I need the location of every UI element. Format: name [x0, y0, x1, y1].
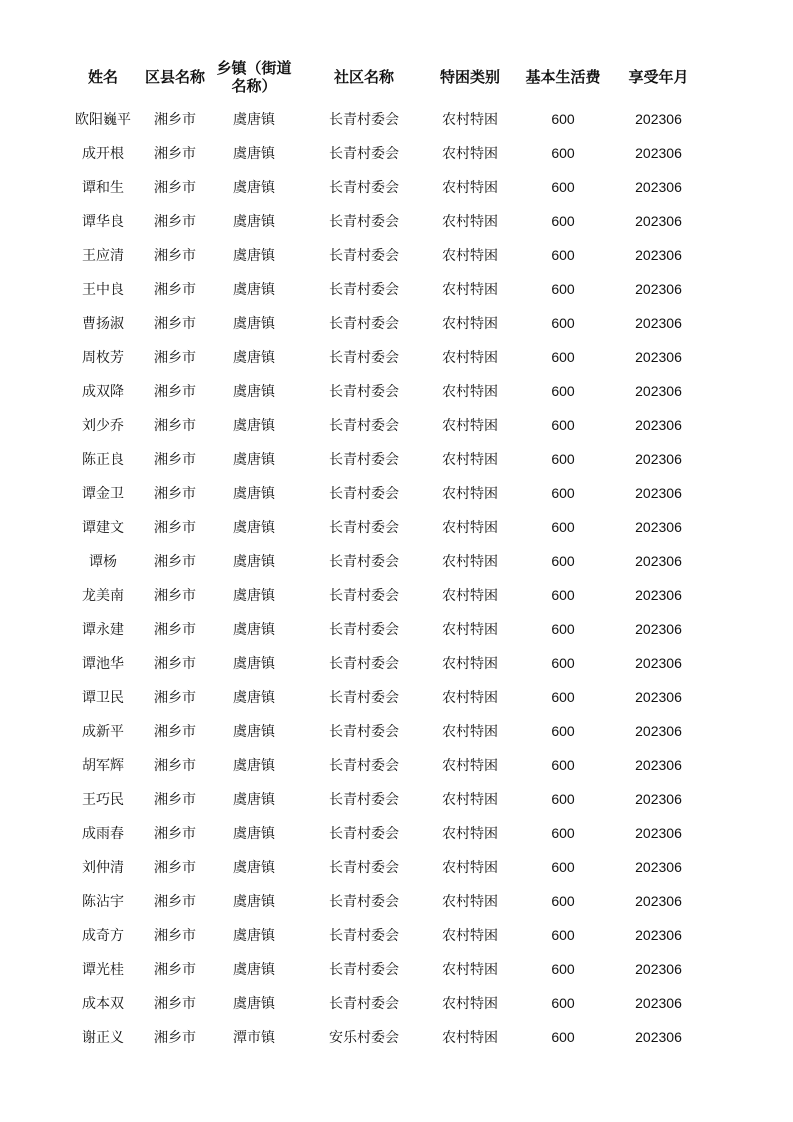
cell-start-month: 202306 — [635, 995, 682, 1011]
cell-category: 农村特困 — [442, 894, 498, 910]
cell-living-allowance: 600 — [551, 111, 575, 127]
cell-living-allowance: 600 — [551, 1029, 575, 1045]
cell-category: 农村特困 — [442, 350, 498, 366]
cell-category: 农村特困 — [442, 860, 498, 876]
cell-community: 安乐村委会 — [329, 1030, 399, 1046]
cell-living-allowance: 600 — [551, 893, 575, 909]
cell-township: 虞唐镇 — [233, 894, 275, 910]
cell-name: 成开根 — [82, 146, 124, 162]
cell-name: 刘仲清 — [82, 860, 124, 876]
cell-living-allowance: 600 — [551, 349, 575, 365]
cell-category: 农村特困 — [442, 962, 498, 978]
cell-county: 湘乡市 — [154, 928, 196, 944]
table-row — [66, 714, 701, 748]
cell-living-allowance: 600 — [551, 417, 575, 433]
table-row — [66, 442, 701, 476]
cell-township: 虞唐镇 — [233, 860, 275, 876]
table-row — [66, 680, 701, 714]
cell-county: 湘乡市 — [154, 248, 196, 264]
table-row — [66, 170, 701, 204]
cell-township: 潭市镇 — [233, 1030, 275, 1046]
cell-living-allowance: 600 — [551, 485, 575, 501]
cell-start-month: 202306 — [635, 145, 682, 161]
cell-start-month: 202306 — [635, 825, 682, 841]
cell-community: 长青村委会 — [329, 554, 399, 570]
cell-start-month: 202306 — [635, 1029, 682, 1045]
cell-category: 农村特困 — [442, 724, 498, 740]
cell-township: 虞唐镇 — [233, 996, 275, 1012]
header-row — [66, 52, 701, 102]
cell-county: 湘乡市 — [154, 860, 196, 876]
cell-category: 农村特困 — [442, 418, 498, 434]
cell-county: 湘乡市 — [154, 282, 196, 298]
cell-township: 虞唐镇 — [233, 690, 275, 706]
cell-community: 长青村委会 — [329, 656, 399, 672]
cell-name: 陈正良 — [82, 452, 124, 468]
cell-name: 龙美南 — [82, 588, 124, 604]
cell-name: 谭卫民 — [82, 690, 124, 706]
cell-start-month: 202306 — [635, 383, 682, 399]
cell-township: 虞唐镇 — [233, 622, 275, 638]
cell-township: 虞唐镇 — [233, 724, 275, 740]
cell-community: 长青村委会 — [329, 112, 399, 128]
cell-start-month: 202306 — [635, 893, 682, 909]
cell-township: 虞唐镇 — [233, 962, 275, 978]
cell-start-month: 202306 — [635, 281, 682, 297]
cell-county: 湘乡市 — [154, 180, 196, 196]
cell-category: 农村特困 — [442, 112, 498, 128]
header-township: 乡镇（街道名称） — [216, 59, 292, 95]
cell-county: 湘乡市 — [154, 826, 196, 842]
header-start-month: 享受年月 — [628, 68, 689, 86]
cell-township: 虞唐镇 — [233, 792, 275, 808]
cell-living-allowance: 600 — [551, 213, 575, 229]
cell-category: 农村特困 — [442, 554, 498, 570]
cell-living-allowance: 600 — [551, 553, 575, 569]
header-name: 姓名 — [87, 68, 118, 86]
table-row — [66, 408, 701, 442]
cell-category: 农村特困 — [442, 316, 498, 332]
table-row — [66, 340, 701, 374]
cell-county: 湘乡市 — [154, 996, 196, 1012]
cell-community: 长青村委会 — [329, 146, 399, 162]
cell-start-month: 202306 — [635, 621, 682, 637]
cell-county: 湘乡市 — [154, 690, 196, 706]
cell-township: 虞唐镇 — [233, 214, 275, 230]
cell-community: 长青村委会 — [329, 316, 399, 332]
cell-community: 长青村委会 — [329, 588, 399, 604]
table-row — [66, 102, 701, 136]
cell-name: 成雨春 — [82, 826, 124, 842]
cell-start-month: 202306 — [635, 417, 682, 433]
table-row — [66, 646, 701, 680]
cell-living-allowance: 600 — [551, 723, 575, 739]
cell-community: 长青村委会 — [329, 350, 399, 366]
table-row — [66, 476, 701, 510]
table-row — [66, 884, 701, 918]
cell-community: 长青村委会 — [329, 248, 399, 264]
cell-township: 虞唐镇 — [233, 112, 275, 128]
cell-start-month: 202306 — [635, 791, 682, 807]
cell-township: 虞唐镇 — [233, 418, 275, 434]
cell-category: 农村特困 — [442, 282, 498, 298]
cell-county: 湘乡市 — [154, 758, 196, 774]
cell-name: 成本双 — [82, 996, 124, 1012]
beneficiary-table — [66, 52, 701, 1054]
table-row — [66, 272, 701, 306]
cell-name: 欧阳巍平 — [75, 112, 131, 128]
cell-name: 谢正义 — [82, 1030, 124, 1046]
cell-township: 虞唐镇 — [233, 350, 275, 366]
cell-living-allowance: 600 — [551, 791, 575, 807]
header-living-allowance: 基本生活费 — [525, 68, 601, 86]
cell-name: 谭杨 — [89, 554, 117, 570]
cell-start-month: 202306 — [635, 451, 682, 467]
cell-community: 长青村委会 — [329, 622, 399, 638]
cell-township: 虞唐镇 — [233, 146, 275, 162]
table-row — [66, 816, 701, 850]
cell-county: 湘乡市 — [154, 588, 196, 604]
cell-category: 农村特困 — [442, 928, 498, 944]
cell-name: 王应清 — [82, 248, 124, 264]
cell-township: 虞唐镇 — [233, 282, 275, 298]
cell-name: 胡军辉 — [82, 758, 124, 774]
cell-living-allowance: 600 — [551, 519, 575, 535]
cell-county: 湘乡市 — [154, 1030, 196, 1046]
cell-county: 湘乡市 — [154, 486, 196, 502]
cell-community: 长青村委会 — [329, 180, 399, 196]
cell-start-month: 202306 — [635, 247, 682, 263]
cell-start-month: 202306 — [635, 553, 682, 569]
cell-living-allowance: 600 — [551, 825, 575, 841]
cell-name: 成奇方 — [82, 928, 124, 944]
cell-category: 农村特困 — [442, 248, 498, 264]
cell-living-allowance: 600 — [551, 621, 575, 637]
header-county: 区县名称 — [144, 68, 205, 86]
cell-living-allowance: 600 — [551, 757, 575, 773]
cell-start-month: 202306 — [635, 927, 682, 943]
cell-start-month: 202306 — [635, 485, 682, 501]
cell-start-month: 202306 — [635, 111, 682, 127]
cell-township: 虞唐镇 — [233, 384, 275, 400]
table-row — [66, 850, 701, 884]
cell-community: 长青村委会 — [329, 928, 399, 944]
cell-living-allowance: 600 — [551, 247, 575, 263]
table-row — [66, 986, 701, 1020]
cell-name: 谭永建 — [82, 622, 124, 638]
cell-name: 谭建文 — [82, 520, 124, 536]
cell-county: 湘乡市 — [154, 418, 196, 434]
cell-category: 农村特困 — [442, 1030, 498, 1046]
cell-name: 成新平 — [82, 724, 124, 740]
cell-community: 长青村委会 — [329, 792, 399, 808]
cell-county: 湘乡市 — [154, 350, 196, 366]
table-row — [66, 952, 701, 986]
cell-community: 长青村委会 — [329, 962, 399, 978]
cell-start-month: 202306 — [635, 757, 682, 773]
cell-county: 湘乡市 — [154, 724, 196, 740]
cell-living-allowance: 600 — [551, 689, 575, 705]
table-row — [66, 782, 701, 816]
table-row — [66, 1020, 701, 1054]
cell-community: 长青村委会 — [329, 282, 399, 298]
cell-community: 长青村委会 — [329, 690, 399, 706]
cell-living-allowance: 600 — [551, 995, 575, 1011]
cell-township: 虞唐镇 — [233, 554, 275, 570]
header-community: 社区名称 — [333, 68, 394, 86]
cell-category: 农村特困 — [442, 656, 498, 672]
cell-community: 长青村委会 — [329, 520, 399, 536]
cell-county: 湘乡市 — [154, 656, 196, 672]
cell-community: 长青村委会 — [329, 452, 399, 468]
cell-township: 虞唐镇 — [233, 656, 275, 672]
cell-name: 王中良 — [82, 282, 124, 298]
cell-category: 农村特困 — [442, 622, 498, 638]
cell-category: 农村特困 — [442, 792, 498, 808]
cell-category: 农村特困 — [442, 452, 498, 468]
cell-start-month: 202306 — [635, 179, 682, 195]
cell-county: 湘乡市 — [154, 214, 196, 230]
cell-name: 谭和生 — [82, 180, 124, 196]
table-row — [66, 918, 701, 952]
cell-living-allowance: 600 — [551, 961, 575, 977]
cell-start-month: 202306 — [635, 349, 682, 365]
cell-start-month: 202306 — [635, 723, 682, 739]
cell-township: 虞唐镇 — [233, 248, 275, 264]
cell-name: 谭华良 — [82, 214, 124, 230]
cell-county: 湘乡市 — [154, 384, 196, 400]
cell-county: 湘乡市 — [154, 112, 196, 128]
cell-category: 农村特困 — [442, 826, 498, 842]
cell-county: 湘乡市 — [154, 792, 196, 808]
cell-start-month: 202306 — [635, 587, 682, 603]
cell-start-month: 202306 — [635, 315, 682, 331]
cell-start-month: 202306 — [635, 961, 682, 977]
cell-name: 王巧民 — [82, 792, 124, 808]
cell-living-allowance: 600 — [551, 383, 575, 399]
table-row — [66, 544, 701, 578]
cell-name: 谭池华 — [82, 656, 124, 672]
cell-start-month: 202306 — [635, 213, 682, 229]
cell-category: 农村特困 — [442, 520, 498, 536]
cell-community: 长青村委会 — [329, 860, 399, 876]
cell-start-month: 202306 — [635, 859, 682, 875]
cell-community: 长青村委会 — [329, 384, 399, 400]
table-row — [66, 306, 701, 340]
cell-category: 农村特困 — [442, 384, 498, 400]
cell-start-month: 202306 — [635, 689, 682, 705]
cell-county: 湘乡市 — [154, 452, 196, 468]
cell-township: 虞唐镇 — [233, 588, 275, 604]
cell-start-month: 202306 — [635, 655, 682, 671]
cell-county: 湘乡市 — [154, 622, 196, 638]
table-row — [66, 578, 701, 612]
cell-township: 虞唐镇 — [233, 758, 275, 774]
header-category: 特困类别 — [439, 68, 500, 86]
cell-community: 长青村委会 — [329, 486, 399, 502]
table-row — [66, 136, 701, 170]
cell-township: 虞唐镇 — [233, 826, 275, 842]
cell-township: 虞唐镇 — [233, 452, 275, 468]
cell-category: 农村特困 — [442, 486, 498, 502]
cell-living-allowance: 600 — [551, 927, 575, 943]
cell-living-allowance: 600 — [551, 655, 575, 671]
cell-living-allowance: 600 — [551, 145, 575, 161]
cell-township: 虞唐镇 — [233, 520, 275, 536]
cell-category: 农村特困 — [442, 180, 498, 196]
cell-living-allowance: 600 — [551, 315, 575, 331]
cell-community: 长青村委会 — [329, 826, 399, 842]
cell-name: 成双降 — [82, 384, 124, 400]
table-row — [66, 510, 701, 544]
cell-community: 长青村委会 — [329, 418, 399, 434]
cell-living-allowance: 600 — [551, 451, 575, 467]
cell-township: 虞唐镇 — [233, 928, 275, 944]
cell-township: 虞唐镇 — [233, 180, 275, 196]
table-row — [66, 238, 701, 272]
table-row — [66, 612, 701, 646]
cell-community: 长青村委会 — [329, 758, 399, 774]
cell-community: 长青村委会 — [329, 214, 399, 230]
table-row — [66, 748, 701, 782]
cell-name: 周枚芳 — [82, 350, 124, 366]
cell-county: 湘乡市 — [154, 962, 196, 978]
cell-living-allowance: 600 — [551, 281, 575, 297]
cell-name: 谭金卫 — [82, 486, 124, 502]
cell-community: 长青村委会 — [329, 894, 399, 910]
cell-category: 农村特困 — [442, 588, 498, 604]
cell-category: 农村特困 — [442, 690, 498, 706]
cell-county: 湘乡市 — [154, 146, 196, 162]
cell-start-month: 202306 — [635, 519, 682, 535]
cell-name: 刘少乔 — [82, 418, 124, 434]
cell-name: 陈沾宇 — [82, 894, 124, 910]
cell-category: 农村特困 — [442, 758, 498, 774]
cell-category: 农村特困 — [442, 996, 498, 1012]
cell-county: 湘乡市 — [154, 894, 196, 910]
cell-category: 农村特困 — [442, 146, 498, 162]
cell-county: 湘乡市 — [154, 316, 196, 332]
cell-living-allowance: 600 — [551, 587, 575, 603]
cell-county: 湘乡市 — [154, 520, 196, 536]
cell-living-allowance: 600 — [551, 179, 575, 195]
table-row — [66, 374, 701, 408]
cell-name: 谭光桂 — [82, 962, 124, 978]
cell-community: 长青村委会 — [329, 996, 399, 1012]
cell-county: 湘乡市 — [154, 554, 196, 570]
cell-category: 农村特困 — [442, 214, 498, 230]
table-row — [66, 204, 701, 238]
cell-name: 曹扬淑 — [82, 316, 124, 332]
cell-township: 虞唐镇 — [233, 486, 275, 502]
cell-community: 长青村委会 — [329, 724, 399, 740]
cell-township: 虞唐镇 — [233, 316, 275, 332]
cell-living-allowance: 600 — [551, 859, 575, 875]
